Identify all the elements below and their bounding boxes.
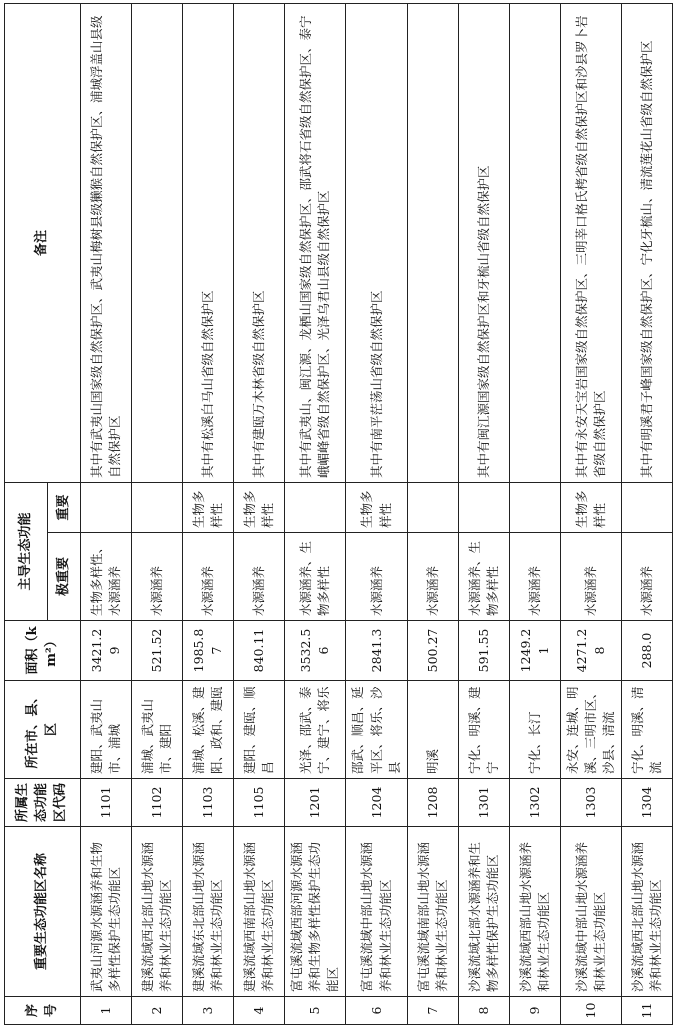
cell-code: 1204	[346, 779, 407, 827]
cell-important	[285, 482, 346, 532]
table-row	[560, 3, 621, 1024]
cell-remarks: 其中有建瓯万木林省级自然保护区	[234, 3, 285, 482]
table-row	[285, 3, 346, 1024]
cell-remarks: 其中有永安天宝岩国家级自然保护区、三明莘口格氏栲省级自然保护区和沙县罗卜岩省级自然保护区	[560, 3, 621, 482]
cell-name: 建溪流域西南部山地水源涵养和林业生态功能区	[234, 827, 285, 997]
cell-primary: 水源涵养	[622, 533, 673, 621]
cell-remarks	[132, 3, 183, 482]
table-row	[234, 3, 285, 1024]
table-row	[81, 3, 132, 1024]
cell-important	[407, 482, 458, 532]
cell-location: 建阳、武夷山市、浦城	[81, 681, 132, 779]
cell-code: 1103	[183, 779, 234, 827]
cell-location: 明溪	[407, 681, 458, 779]
cell-area: 3532.56	[285, 621, 346, 681]
cell-code: 1102	[132, 779, 183, 827]
cell-important	[622, 482, 673, 532]
header-code: 所属生态功能区代码	[5, 779, 81, 827]
cell-code: 1208	[407, 779, 458, 827]
cell-seq: 11	[622, 997, 673, 1025]
cell-location: 邵武、顺昌、延平区、将乐、沙县	[346, 681, 407, 779]
cell-name: 富屯溪流域西部河源水源涵养和生物多样性保护生态功能区	[285, 827, 346, 997]
cell-name: 沙溪流域西北部山地水源涵养和林业生态功能区	[622, 827, 673, 997]
header-remarks: 备注	[5, 3, 81, 482]
cell-name: 武夷山河源水源涵养和生物多样性保护生态功能区	[81, 827, 132, 997]
cell-remarks: 其中有闽江源国家级自然保护区和牙梳山省级自然保护区	[458, 3, 509, 482]
table-row	[346, 3, 407, 1024]
header-function-group: 主导生态功能	[5, 482, 48, 620]
cell-area: 591.55	[458, 621, 509, 681]
cell-name: 建溪流域西北部山地水源涵养和林业生态功能区	[132, 827, 183, 997]
cell-primary: 水源涵养	[346, 533, 407, 621]
cell-location: 建阳、建瓯、顺昌	[234, 681, 285, 779]
cell-seq: 7	[407, 997, 458, 1025]
cell-location: 浦城、武夷山市、建阳	[132, 681, 183, 779]
table-row	[407, 3, 458, 1024]
cell-primary: 水源涵养、生物多样性	[285, 533, 346, 621]
cell-name: 沙溪流域中部山地水源涵养和林业生态功能区	[560, 827, 621, 997]
cell-seq: 10	[560, 997, 621, 1025]
cell-primary: 水源涵养	[560, 533, 621, 621]
cell-area: 840.11	[234, 621, 285, 681]
cell-remarks: 其中有武夷山、闽江源、龙栖山国家级自然保护区、邵武将石省级自然保护区、泰宁峨嵋峰省级自然保护区、光泽乌君山县级自然保护区	[285, 3, 346, 482]
table-row	[509, 3, 560, 1024]
cell-area: 521.52	[132, 621, 183, 681]
cell-seq: 9	[509, 997, 560, 1025]
header-function-primary: 极重要	[48, 533, 81, 621]
cell-location: 光泽、邵武、泰宁、建宁、将乐	[285, 681, 346, 779]
cell-code: 1304	[622, 779, 673, 827]
cell-important	[458, 482, 509, 532]
header-function-important: 重要	[48, 482, 81, 532]
cell-code: 1301	[458, 779, 509, 827]
cell-important: 生物多样性	[183, 482, 234, 532]
cell-remarks: 其中有南平茫荡山省级自然保护区	[346, 3, 407, 482]
table-row	[132, 3, 183, 1024]
cell-seq: 4	[234, 997, 285, 1025]
cell-code: 1101	[81, 779, 132, 827]
cell-remarks: 其中有松溪白马山省级自然保护区	[183, 3, 234, 482]
cell-remarks	[509, 3, 560, 482]
cell-important: 生物多样性	[234, 482, 285, 532]
cell-primary: 水源涵养	[509, 533, 560, 621]
cell-name: 建溪流域东北部山地水源涵养和林业生态功能区	[183, 827, 234, 997]
cell-name: 富屯溪流域中部山地水源涵养和林业生态功能区	[346, 827, 407, 997]
cell-seq: 8	[458, 997, 509, 1025]
header-name: 重要生态功能区名称	[5, 827, 81, 997]
cell-seq: 3	[183, 997, 234, 1025]
cell-name: 富屯溪流域南部山地水源涵养和林业生态功能区	[407, 827, 458, 997]
header-location: 所在市、县、区	[5, 681, 81, 779]
cell-area: 1985.87	[183, 621, 234, 681]
cell-name: 沙溪流域西部山地水源涵养和林业生态功能区	[509, 827, 560, 997]
cell-code: 1105	[234, 779, 285, 827]
cell-seq: 5	[285, 997, 346, 1025]
cell-primary: 水源涵养	[234, 533, 285, 621]
cell-primary: 水源涵养、生物多样性	[458, 533, 509, 621]
cell-primary: 水源涵养	[132, 533, 183, 621]
cell-area: 2841.3	[346, 621, 407, 681]
cell-code: 1303	[560, 779, 621, 827]
cell-remarks: 其中有武夷山国家级自然保护区、武夷山梅树县级獭猴自然保护区、浦城浮盖山县级自然保护区	[81, 3, 132, 482]
table-row	[622, 3, 673, 1024]
header-seq: 序号	[5, 997, 81, 1025]
cell-location: 宁化、明溪、建宁	[458, 681, 509, 779]
table-row	[458, 3, 509, 1024]
cell-primary: 水源涵养	[407, 533, 458, 621]
cell-seq: 6	[346, 997, 407, 1025]
cell-location: 宁化、明溪、清流	[622, 681, 673, 779]
cell-primary: 生物多样性、水源涵养	[81, 533, 132, 621]
cell-area: 4271.28	[560, 621, 621, 681]
cell-location: 宁化、长汀	[509, 681, 560, 779]
table-row	[183, 3, 234, 1024]
header-area: 面积（km²）	[5, 621, 81, 681]
cell-important	[132, 482, 183, 532]
cell-remarks: 其中有明溪君子峰国家级自然保护区、宁化牙梳山、清流莲花山省级自然保护区	[622, 3, 673, 482]
cell-primary: 水源涵养	[183, 533, 234, 621]
cell-area: 288.0	[622, 621, 673, 681]
cell-name: 沙溪流域北部水源涵养和生物多样性保护生态功能区	[458, 827, 509, 997]
ecological-function-zone-table	[4, 3, 673, 1025]
cell-remarks	[407, 3, 458, 482]
cell-important: 生物多样性	[346, 482, 407, 532]
cell-code: 1302	[509, 779, 560, 827]
cell-area: 3421.29	[81, 621, 132, 681]
cell-area: 500.27	[407, 621, 458, 681]
cell-location: 浦城、松溪、建阳、政和、建瓯	[183, 681, 234, 779]
cell-code: 1201	[285, 779, 346, 827]
cell-important	[509, 482, 560, 532]
cell-seq: 1	[81, 997, 132, 1025]
cell-seq: 2	[132, 997, 183, 1025]
cell-location: 永安、连城、明溪、三明市区、沙县、清流	[560, 681, 621, 779]
cell-important: 生物多样性	[560, 482, 621, 532]
cell-important	[81, 482, 132, 532]
cell-area: 1249.21	[509, 621, 560, 681]
